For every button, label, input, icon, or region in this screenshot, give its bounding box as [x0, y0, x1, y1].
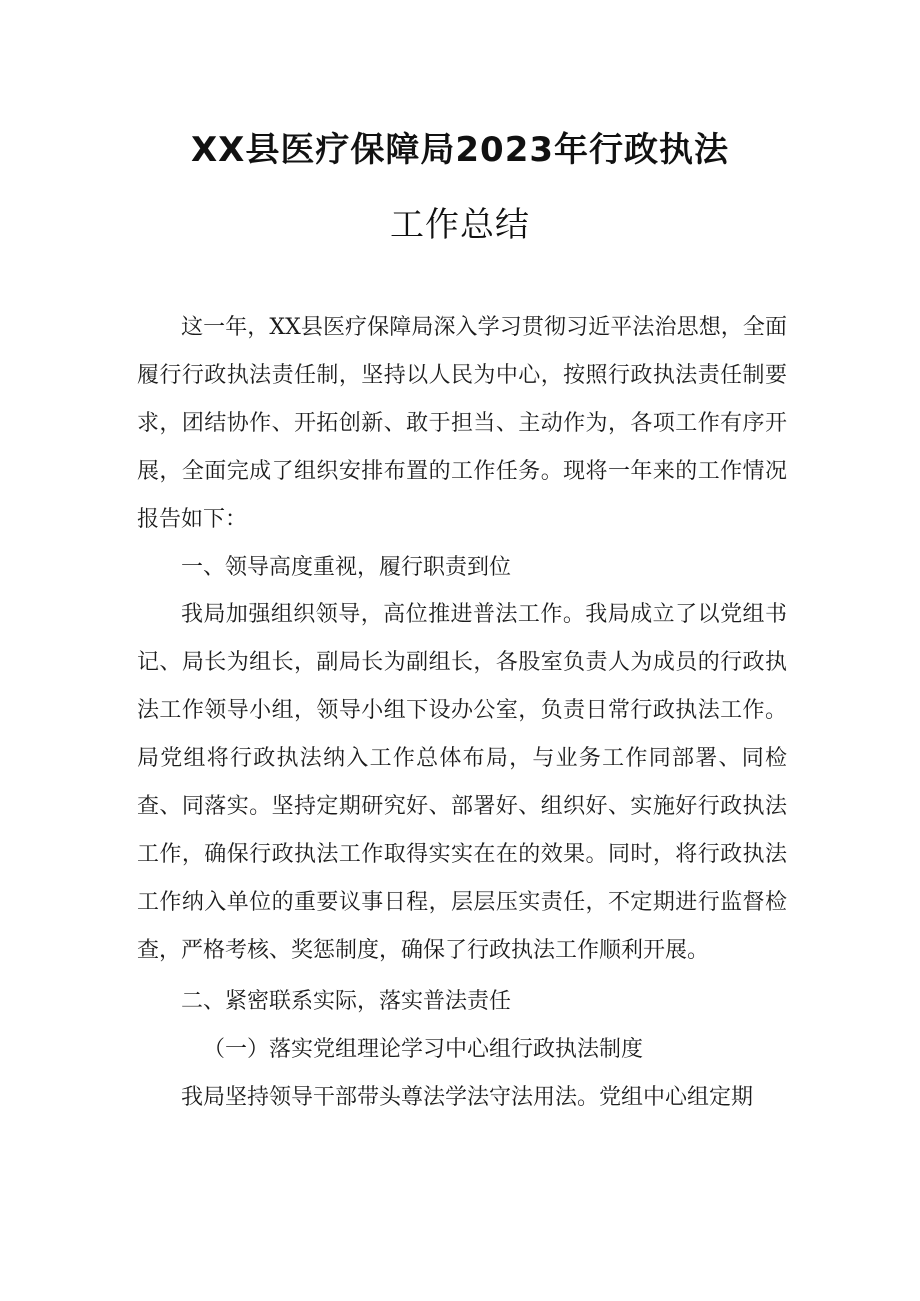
section-1-heading: 一、领导高度重视，履行职责到位	[181, 554, 512, 580]
section-1-paragraph: 我局加强组织领导，高位推进普法工作。我局成立了以党组书记、局长为组长，副局长为副组长，各股室负责人为成员的行政执法工作领导小组，领导小组下设办公室，负责日常行政执法工作。局党组将行政执法纳入工作总体布局，与业务工作同部署、同检查、同落实。坚持定期研究好、部署好、组织好、实施好行政执法工作，确保行政执法工作取得实实在在的效果。同时，将行政执法工作纳入单位的重要议事日程，层层压实责任，不定期进行监督检查，严格考核、奖惩制度，确保了行政执法工作顺利开展。	[137, 602, 787, 963]
document-title-line-2: 工作总结	[390, 205, 530, 245]
section-2-heading: 二、紧密联系实际，落实普法责任	[181, 988, 512, 1014]
document-title-line-1: XX县医疗保障局2023年行政执法	[190, 130, 730, 170]
intro-paragraph: 这一年，XX县医疗保障局深入学习贯彻习近平法治思想，全面履行行政执法责任制，坚持以人民为中心，按照行政执法责任制要求，团结协作、开拓创新、敢于担当、主动作为，各项工作有序开展，全面完成了组织安排布置的工作任务。现将一年来的工作情况报告如下：	[137, 315, 787, 532]
section-2-subheading-1: （一）落实党组理论学习中心组行政执法制度	[203, 1036, 644, 1062]
section-2-sub-1-paragraph: 我局坚持领导干部带头尊法学法守法用法。党组中心组定期	[181, 1084, 754, 1110]
document-body	[137, 304, 787, 1121]
